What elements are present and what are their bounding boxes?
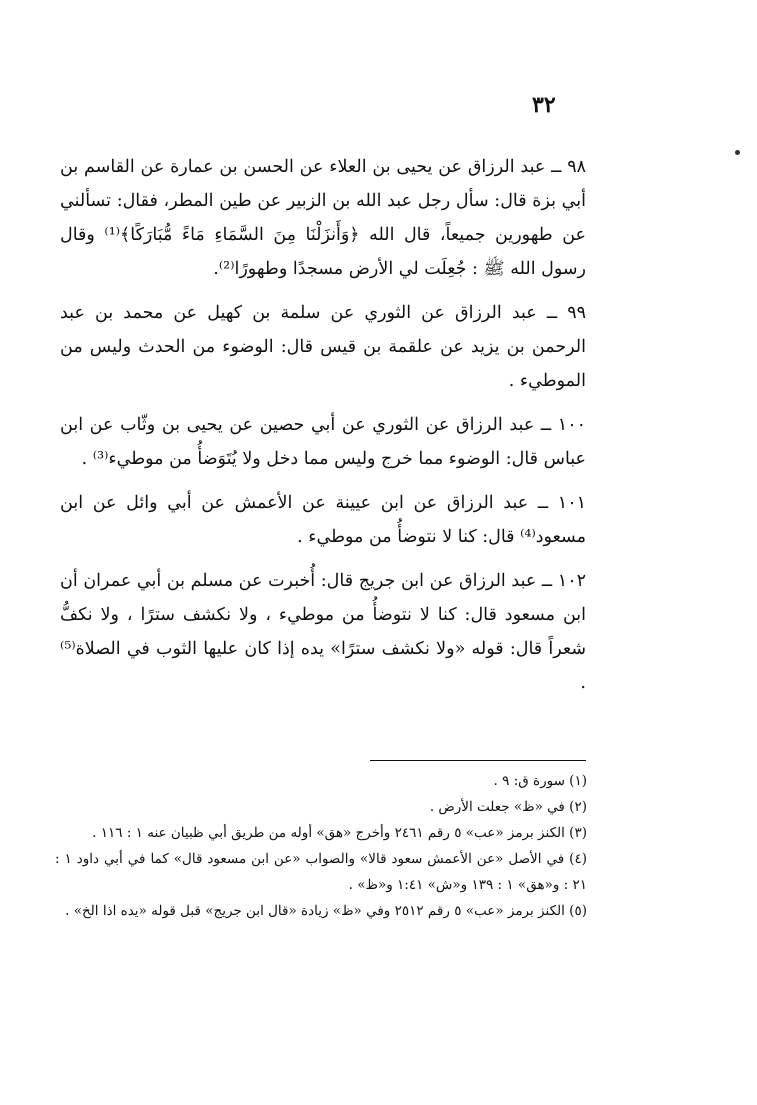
paragraph-102: ١٠٢ ــ عبد الرزاق عن ابن جريج قال: أُخبرت عن مسلم بن أبي عمران أن ابن مسعود قال: كنا لا نتوضأُ من موطيء ، ولا نكشف سترًا ، ولا نكفُّ شعراً قال: قوله «ولا نكشف سترًا» يده إذا كان عليها الثوب في الصلاة⁽⁵⁾ . bbox=[60, 571, 586, 693]
footnotes bbox=[55, 768, 587, 924]
page-number: ٣٢ bbox=[532, 92, 556, 118]
margin-dot bbox=[735, 150, 740, 155]
footnote-3: (٣) الكنز برمز «عب» ٥ رقم ٢٤٦١ وأخرج «هق» أوله من طريق أبي ظبيان عنه ١ : ١١٦ . bbox=[92, 825, 587, 841]
main-text bbox=[60, 150, 586, 710]
paragraph-101: ١٠١ ــ عبد الرزاق عن ابن عيينة عن الأعمش عن أبي وائل عن ابن مسعود⁽⁴⁾ قال: كنا لا نتوضأُ من موطيء . bbox=[60, 493, 586, 547]
footnote-4: (٤) في الأصل «عن الأعمش سعود قالا» والصواب «عن ابن مسعود قال» كما في أبي داود ١ : ٢١ : و«هق» ١ : ١٣٩ و«ش» ١:٤١ و«ظ» . bbox=[55, 851, 587, 893]
footnote-2: (٢) في «ظ» جعلت الأرض . bbox=[429, 799, 587, 815]
footnote-5: (٥) الكنز برمز «عب» ٥ رقم ٢٥١٢ وفي «ظ» زيادة «قال ابن جريج» قبل قوله «يده اذا الخ» . bbox=[65, 903, 587, 919]
paragraph-99: ٩٩ ــ عبد الرزاق عن الثوري عن سلمة بن كهيل عن محمد بن عبد الرحمن بن يزيد عن علقمة بن قيس قال: الوضوء من الحدث وليس من الموطيء . bbox=[60, 303, 586, 391]
paragraph-98: ٩٨ ــ عبد الرزاق عن يحيى بن العلاء عن الحسن بن عمارة عن القاسم بن أبي بزة قال: سأل رجل عبد الله بن الزبير عن طين المطر، فقال: تسألني عن طهورين جميعاً، قال الله ﴿وَأَنزَلْنَا مِنَ السَّمَاءِ مَاءً مُّبَارَكًا﴾⁽¹⁾ وقال رسول الله ﷺ : جُعِلَت لي الأرض مسجدًا وطهورًا⁽²⁾. bbox=[60, 157, 586, 279]
footnote-1: (١) سورة ق: ٩ . bbox=[493, 773, 587, 789]
paragraph-100: ١٠٠ ــ عبد الرزاق عن الثوري عن أبي حصين عن يحيى بن وثّاب عن ابن عباس قال: الوضوء مما خرج وليس مما دخل ولا يُتَوَضأُ من موطيء⁽³⁾ . bbox=[60, 415, 586, 469]
footnote-divider bbox=[370, 760, 586, 761]
